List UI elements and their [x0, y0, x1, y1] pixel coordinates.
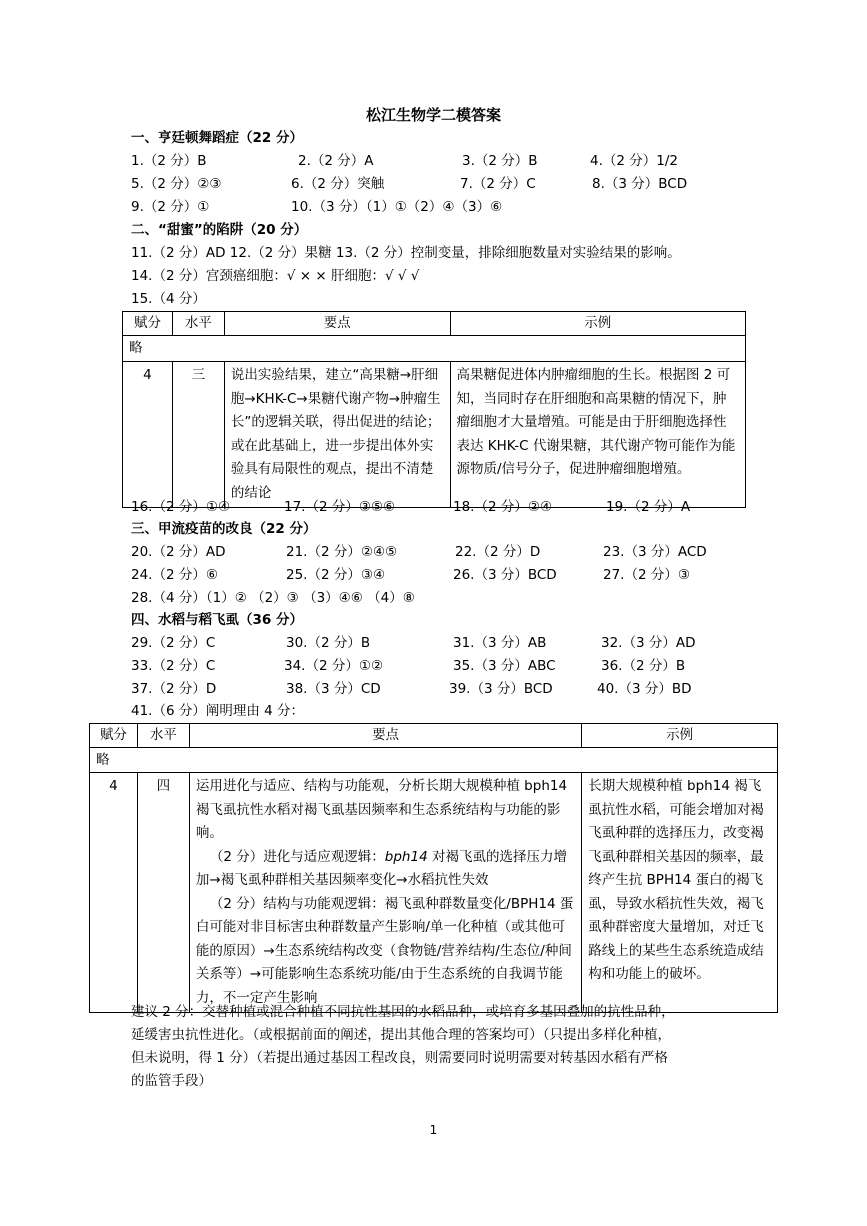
answer-1: 1.（2 分）B	[131, 153, 207, 169]
answer-6: 6.（2 分）突触	[291, 176, 385, 192]
advice-line-4: 的监管手段）	[131, 1073, 212, 1089]
points-structure-logic: （2 分）结构与功能观逻辑：褐飞虱种群数量变化/BPH14 蛋白可能对非目标害虫种群数量产生影响/单一化种植（或其他可能的原因）→生态系统结构改变（食物链/营养结构/生态位/种间关系等）→可能影响生态系统功能/由于生态系统的自我调节能力，不一定产生影响	[195, 895, 574, 1006]
answers-11-13: 11.（2 分）AD 12.（2 分）果糖 13.（2 分）控制变量，排除细胞数量对实验结果的影响。	[131, 245, 681, 261]
answer-38: 38.（3 分）CD	[286, 681, 381, 697]
answer-33: 33.（2 分）C	[131, 658, 216, 674]
header-example: 示例	[450, 312, 746, 336]
answer-31: 31.（3 分）AB	[453, 635, 547, 651]
answer-5: 5.（2 分）②③	[131, 176, 222, 192]
section-4-heading: 四、水稻与稻飞虱（36 分）	[131, 612, 303, 628]
answer-23: 23.（3 分）ACD	[603, 544, 707, 560]
advice-line-1: 建议 2 分：交替种植或混合种植不同抗性基因的水稻品种，或培育多基因叠加的抗性品种，	[131, 1004, 675, 1020]
answer-8: 8.（3 分）BCD	[592, 176, 688, 192]
answer-4: 4.（2 分）1/2	[590, 153, 678, 169]
points-evolution-logic	[196, 846, 575, 893]
answer-18: 18.（2 分）②④	[453, 499, 553, 515]
example-cell: 长期大规模种植 bph14 褐飞虱抗性水稻，可能会增加对褐飞虱种群的选择压力，改变褐飞虱种群相关基因的频率，最终产生抗 BPH14 蛋白的褐飞虱，导致水稻抗性失效，褐飞虱种群密度大量增加，对迁飞路线上的某些生态系统造成结构和功能上的破坏。	[582, 773, 778, 1013]
score-cell: 4	[123, 362, 173, 508]
points-cell	[189, 773, 581, 1013]
scoring-table-15	[122, 311, 746, 508]
answer-17: 17.（2 分）③⑤⑥	[284, 499, 396, 515]
page-title: 松江生物学二模答案	[365, 106, 501, 124]
answer-21: 21.（2 分）②④⑤	[286, 544, 398, 560]
level-cell: 四	[137, 773, 189, 1013]
advice-line-2: 延缓害虫抗性进化。（或根据前面的阐述，提出其他合理的答案均可）（只提出多样化种植，	[131, 1027, 671, 1043]
answer-24: 24.（2 分）⑥	[131, 567, 218, 583]
answer-15-label: 15.（4 分）	[131, 291, 206, 307]
answer-26: 26.（3 分）BCD	[453, 567, 557, 583]
answer-9: 9.（2 分）①	[131, 199, 210, 215]
answer-27: 27.（2 分）③	[603, 567, 690, 583]
answer-16: 16.（2 分）①④	[131, 499, 231, 515]
header-level: 水平	[137, 724, 189, 748]
answer-30: 30.（2 分）B	[286, 635, 371, 651]
advice-line-3: 但未说明，得 1 分）（若提出通过基因工程改良，则需要同时说明需要对转基因水稻有严格	[131, 1050, 668, 1066]
answer-37: 37.（2 分）D	[131, 681, 217, 697]
answer-7: 7.（2 分）C	[460, 176, 536, 192]
header-score: 赋分	[123, 312, 173, 336]
answer-10: 10.（3 分）（1）①（2）④（3）⑥	[291, 199, 503, 215]
points-evolution-prefix: （2 分）进化与适应观逻辑：	[209, 848, 385, 865]
page-number: 1	[429, 1123, 438, 1137]
header-score: 赋分	[90, 724, 138, 748]
omitted-row: 略	[90, 748, 778, 773]
answer-39: 39.（3 分）BCD	[449, 681, 553, 697]
example-cell: 高果糖促进体内肿瘤细胞的生长。根据图 2 可知，当同时存在肝细胞和高果糖的情况下，肿瘤细胞才大量增殖。可能是由于肝细胞选择性表达 KHK-C 代谢果糖，其代谢产物可能作为能源物质/信号分子，促进肿瘤细胞增殖。	[450, 362, 746, 508]
omitted-row: 略	[123, 336, 746, 362]
answer-41-label: 41.（6 分）阐明理由 4 分：	[131, 703, 305, 719]
answer-25: 25.（2 分）③④	[286, 567, 386, 583]
scoring-table-41	[89, 723, 778, 1013]
gene-name: bph14	[384, 848, 428, 865]
header-level: 水平	[172, 312, 224, 336]
answer-36: 36.（2 分）B	[601, 658, 686, 674]
answer-20: 20.（2 分）AD	[131, 544, 226, 560]
answer-35: 35.（3 分）ABC	[453, 658, 556, 674]
header-points: 要点	[189, 724, 581, 748]
points-overview: 运用进化与适应、结构与功能观，分析长期大规模种植 bph14 褐飞虱抗性水稻对褐飞虱基因频率和生态系统结构与功能的影响。	[195, 778, 568, 841]
answer-28: 28.（4 分）（1）② （2）③ （3）④⑥ （4）⑧	[131, 590, 415, 606]
answer-22: 22.（2 分）D	[455, 544, 541, 560]
section-2-heading: 二、“甜蜜”的陷阱（20 分）	[131, 222, 308, 238]
answer-19: 19.（2 分）A	[606, 499, 691, 515]
header-points: 要点	[224, 312, 450, 336]
section-1-heading: 一、亨廷顿舞蹈症（22 分）	[131, 130, 303, 146]
header-example: 示例	[582, 724, 778, 748]
points-cell: 说出实验结果，建立“高果糖→肝细胞→KHK-C→果糖代谢产物→肿瘤生长”的逻辑关联，得出促进的结论；或在此基础上，进一步提出体外实验具有局限性的观点，提出不清楚的结论	[224, 362, 450, 508]
answer-32: 32.（3 分）AD	[601, 635, 696, 651]
level-cell: 三	[172, 362, 224, 508]
answer-29: 29.（2 分）C	[131, 635, 216, 651]
score-cell: 4	[90, 773, 138, 1013]
answer-40: 40.（3 分）BD	[597, 681, 692, 697]
answer-2: 2.（2 分）A	[298, 153, 374, 169]
answer-34: 34.（2 分）①②	[284, 658, 384, 674]
answer-3: 3.（2 分）B	[462, 153, 538, 169]
answer-14: 14.（2 分）宫颈癌细胞：√ × × 肝细胞：√ √ √	[131, 268, 420, 284]
points-evolution-text: 对褐飞虱的选择压力增加→褐飞虱种群相关基因频率变化→水稻抗性失效	[195, 848, 567, 888]
section-3-heading: 三、甲流疫苗的改良（22 分）	[131, 521, 317, 537]
